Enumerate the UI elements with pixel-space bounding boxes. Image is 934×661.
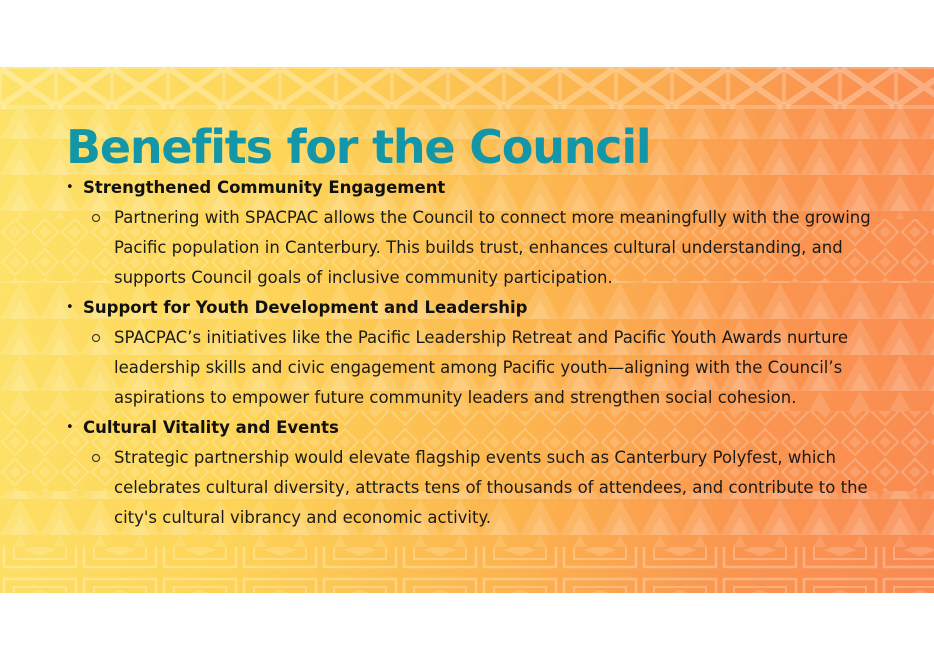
hollow-circle-bullet-icon [92,334,100,342]
slide [0,67,934,593]
sub-list-item [114,203,914,293]
section-heading: Strengthened Community Engagement [83,178,446,197]
list-item [0,293,934,323]
hollow-circle-bullet-icon [92,214,100,222]
bullet-dot-icon: • [66,180,74,195]
bullet-dot-icon: • [66,420,74,435]
section-body: Strategic partnership would elevate flagship events such as Canterbury Polyfest, which celebrates cultural diversity, attracts tens of thousands of attendees, and contribute to the city's cultural vibrancy and economic activity. [114,448,868,527]
sub-list-item [114,323,914,413]
section-heading: Cultural Vitality and Events [83,418,339,437]
benefit-section-culture [0,413,934,533]
page-title: Benefits for the Council [66,120,651,174]
sub-list-item [114,443,914,533]
section-body: SPACPAC’s initiatives like the Pacific Leadership Retreat and Pacific Youth Awards nurture leadership skills and civic engagement among Pacific youth—aligning with the Council’s aspirations to empower future community leaders and strengthen social cohesion. [114,328,849,407]
hollow-circle-bullet-icon [92,454,100,462]
benefit-section-youth [0,293,934,413]
list-item [0,173,934,203]
bullet-dot-icon: • [66,300,74,315]
section-body: Partnering with SPACPAC allows the Council to connect more meaningfully with the growing Pacific population in Canterbury. This builds trust, enhances cultural understanding, and supports Council goals of inclusive community participation. [114,208,871,287]
benefits-list [0,173,934,533]
list-item [0,413,934,443]
section-heading: Support for Youth Development and Leadership [83,298,528,317]
benefit-section-community [0,173,934,293]
